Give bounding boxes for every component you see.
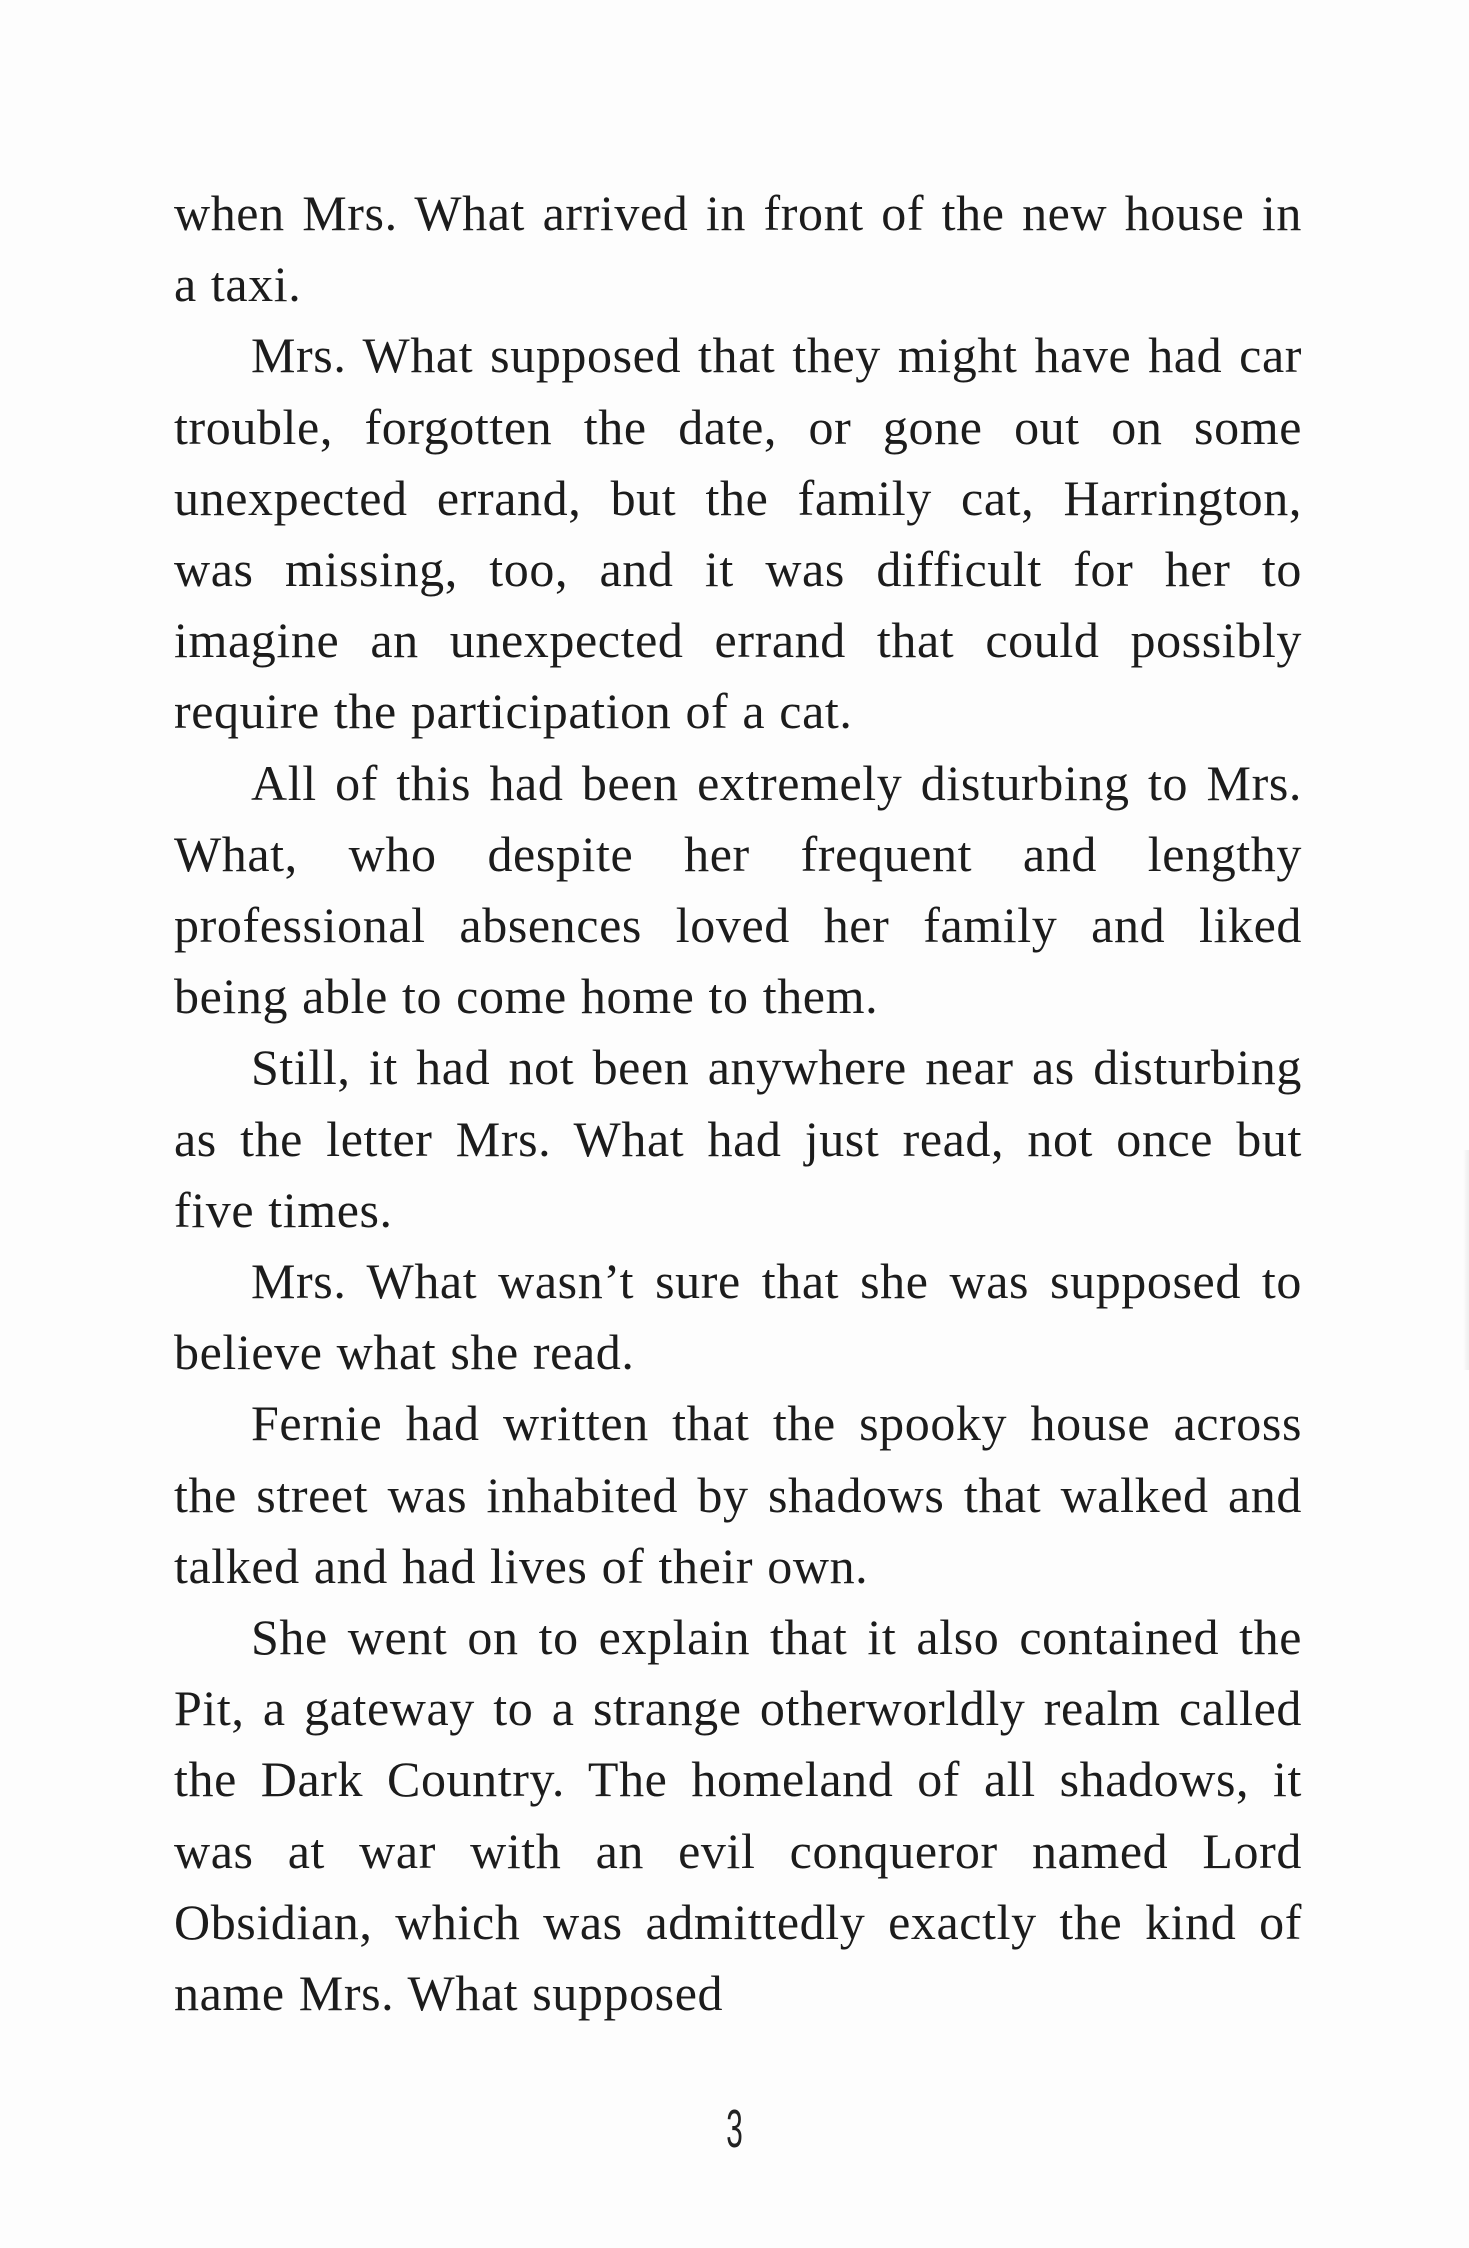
body-text: [174, 178, 1302, 2029]
paragraph-7: She went on to explain that it also contained the Pit, a gateway to a strange otherworldly realm called the Dark Country. The homeland of all shadows, it was at war with an evil conqueror named Lord Obsidian, which was admittedly exactly the kind of name Mrs. What supposed: [174, 1609, 1302, 2022]
paragraph-4: Still, it had not been anywhere near as disturbing as the letter Mrs. What had just read, not once but five times.: [174, 1039, 1302, 1238]
paragraph-6: Fernie had written that the spooky house across the street was inhabited by shadows that walked and talked and had lives of their own.: [174, 1395, 1302, 1594]
page-edge-shadow: [1463, 1150, 1469, 1370]
paragraph-1: when Mrs. What arrived in front of the new house in a taxi.: [174, 185, 1302, 313]
paragraph-5: Mrs. What wasn’t sure that she was supposed to believe what she read.: [174, 1253, 1302, 1381]
page-number: 3: [726, 2099, 743, 2159]
paragraph-3: All of this had been extremely disturbing to Mrs. What, who despite her frequent and lengthy professional absences loved her family and liked being able to come home to them.: [174, 754, 1302, 1025]
paragraph-2: Mrs. What supposed that they might have had car trouble, forgotten the date, or gone out on some unexpected errand, but the family cat, Harrington, was missing, too, and it was difficult for her to imagine an unexpected errand that could possibly require the participation of a cat.: [174, 327, 1302, 740]
